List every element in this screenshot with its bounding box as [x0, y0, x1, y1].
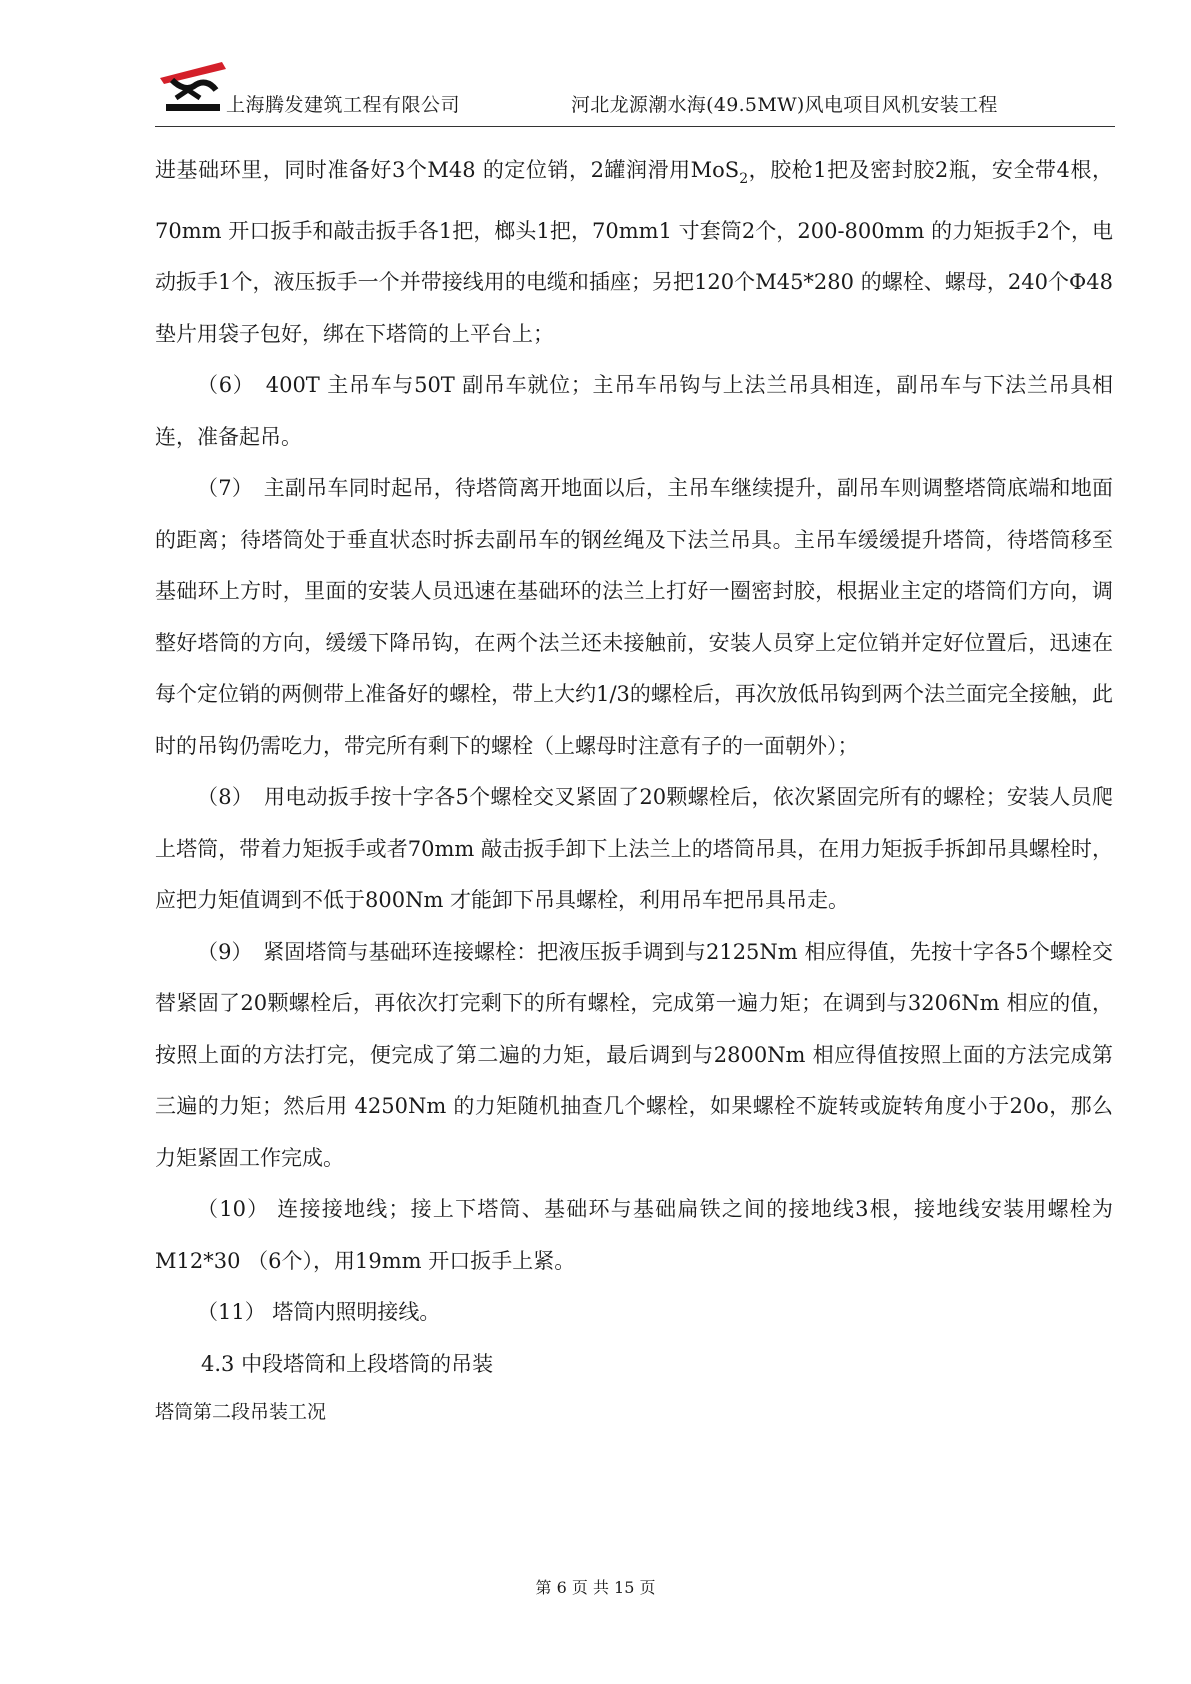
paragraph-step-10: （10） 连接接地线；接上下塔筒、基础环与基础扁铁之间的接地线3根，接地线安装用螺栓为M12*30 （6个），用19mm 开口扳手上紧。: [155, 1197, 1113, 1273]
company-name: 上海腾发建筑工程有限公司: [226, 94, 461, 116]
paragraph-step-7: （7） 主副吊车同时起吊，待塔筒离开地面以后，主吊车继续提升，副吊车则调整塔筒底端和地面的距离；待塔筒处于垂直状态时拆去副吊车的钢丝绳及下法兰吊具。主吊车缓缓提升塔筒，待塔筒移至基础环上方时，里面的安装人员迅速在基础环的法兰上打好一圈密封胶，根据业主定的塔筒们方向，调整好塔筒的方向，缓缓下降吊钩，在两个法兰还未接触前，安装人员穿上定位销并定好位置后，迅速在每个定位销的两侧带上准备好的螺栓，带上大约1/3的螺栓后，再次放低吊钩到两个法兰面完全接触，此时的吊钩仍需吃力，带完所有剩下的螺栓（上螺母时注意有子的一面朝外）；: [155, 476, 1113, 758]
page-number: 第 6 页 共 15 页: [535, 1578, 656, 1597]
paragraph-continued: 进基础环里，同时准备好3个M48 的定位销，2罐润滑用MoS$_2$，胶枪1把及密封胶2瓶，安全带4根，70mm 开口扳手和敲击扳手各1把，榔头1把，70mm1 寸套筒2个，200-800mm 的力矩扳手2个，电动扳手1个，液压扳手一个并带接线用的电缆和插座；另把120个M45*280 的螺栓、螺母，240个Φ48垫片用袋子包好，绑在下塔筒的上平台上；: [155, 158, 1113, 346]
subscript: 2: [739, 171, 749, 187]
paragraph-step-9: （9） 紧固塔筒与基础环连接螺栓：把液压扳手调到与2125Nm 相应得值，先按十字各5个螺栓交替紧固了20颗螺栓后，再依次打完剩下的所有螺栓，完成第一遍力矩；在调到与3206Nm 相应的值，按照上面的方法打完，便完成了第二遍的力矩，最后调到与2800Nm 相应得值按照上面的方法完成第三遍的力矩；然后用 4250Nm 的力矩随机抽查几个螺栓，如果螺栓不旋转或旋转角度小于20o，那么力矩紧固工作完成。: [155, 939, 1113, 1170]
project-name: 河北龙源潮水海(49.5MW)风电项目风机安装工程: [571, 94, 998, 116]
company-logo: [158, 60, 228, 116]
header-divider: [155, 126, 1115, 127]
paragraph-step-6: （6） 400T 主吊车与50T 副吊车就位；主吊车吊钩与上法兰吊具相连，副吊车与下法兰吊具相连，准备起吊。: [155, 373, 1113, 449]
document-body: [155, 145, 1113, 1434]
paragraph-step-11: （11） 塔筒内照明接线。: [197, 1300, 441, 1324]
section-heading: 4.3 中段塔筒和上段塔筒的吊装: [201, 1351, 494, 1376]
paragraph-step-8: （8） 用电动扳手按十字各5个螺栓交叉紧固了20颗螺栓后，依次紧固完所有的螺栓；安装人员爬上塔筒，带着力矩扳手或者70mm 敲击扳手卸下上法兰上的塔筒吊具，在用力矩扳手拆卸吊具螺栓时，应把力矩值调到不低于800Nm 才能卸下吊具螺栓，利用吊车把吊具吊走。: [155, 785, 1113, 912]
sub-caption: 塔筒第二段吊装工况: [155, 1401, 327, 1423]
